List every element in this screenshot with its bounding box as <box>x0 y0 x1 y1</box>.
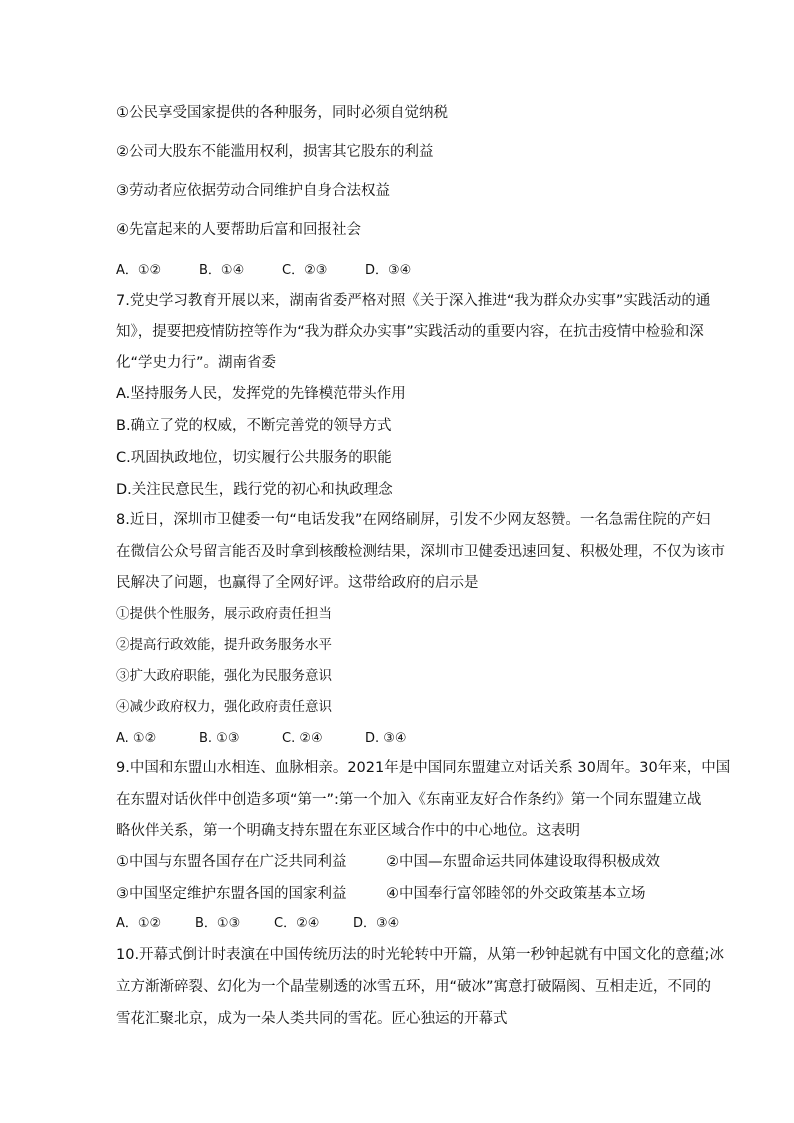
q10-stem-2: 立方渐渐碎裂、幻化为一个晶莹剔透的冰雪五环，用“破冰”寓意打破隔阂、互相走近，不同的 <box>116 979 712 995</box>
q9-stem-2: 在东盟对话伙伴中创造多项“第一”:第一个加入《东南亚友好合作条约》第一个同东盟建立战 <box>116 792 702 808</box>
q8-stem-3: 民解决了问题，也赢得了全网好评。这带给政府的启示是 <box>116 575 479 591</box>
q7-choice-d: D.关注民意民生，践行党的初心和执政理念 <box>116 482 393 498</box>
q9-item-2: ②中国—东盟命运共同体建设取得积极成效 <box>386 854 660 870</box>
q7-choice-b: B.确立了党的权威，不断完善党的领导方式 <box>116 418 392 434</box>
q8-item-4: ④减少政府权力，强化政府责任意识 <box>116 699 332 715</box>
q9-option-d: D．③④ <box>353 916 400 931</box>
q10-stem-3: 雪花汇聚北京，成为一朵人类共同的雪花。匠心独运的开幕式 <box>116 1011 508 1027</box>
q9-option-c: C．②④ <box>274 916 320 931</box>
q6-item-3: ③劳动者应依据劳动合同维护自身合法权益 <box>116 183 390 199</box>
q6-option-a: A．①② <box>116 263 162 278</box>
q7-stem-1: 7.党史学习教育开展以来，湖南省委严格对照《关于深入推进“我为群众办实事”实践活动的通 <box>116 293 711 309</box>
q9-stem-1: 9.中国和东盟山水相连、血脉相亲。2021年是中国同东盟建立对话关系 30周年。30年来，中国 <box>116 760 731 776</box>
q8-option-b: B. ①③ <box>199 731 240 746</box>
q8-option-d: D. ③④ <box>365 731 407 746</box>
q9-item-3: ③中国坚定维护东盟各国的国家利益 <box>116 886 347 902</box>
q7-choice-c: C.巩固执政地位，切实履行公共服务的职能 <box>116 450 392 466</box>
q6-option-d: D．③④ <box>365 263 412 278</box>
q9-item-4: ④中国奉行富邻睦邻的外交政策基本立场 <box>386 886 646 902</box>
q9-option-b: B．①③ <box>195 916 241 931</box>
q8-option-c: C. ②④ <box>282 731 323 746</box>
q6-option-b: B．①④ <box>199 263 245 278</box>
q8-stem-2: 在微信公众号留言能否及时拿到核酸检测结果，深圳市卫健委迅速回复、积极处理，不仅为该市 <box>116 544 725 560</box>
q8-options <box>116 730 407 748</box>
q6-options <box>116 262 411 280</box>
q10-stem-1: 10.开幕式倒计时表演在中国传统历法的时光轮转中开篇，从第一秒钟起就有中国文化的意蕴;冰 <box>116 947 724 963</box>
q8-item-2: ②提高行政效能，提升政务服务水平 <box>116 637 332 653</box>
q6-item-1: ①公民享受国家提供的各种服务，同时必须自觉纳税 <box>116 105 448 121</box>
q8-stem-1: 8.近日，深圳市卫健委一句“电话发我”在网络刷屏，引发不少网友怒赞。一名急需住院的产妇 <box>116 512 711 528</box>
q9-option-a: A．①② <box>116 916 162 931</box>
q7-stem-3: 化“学史力行”。湖南省委 <box>116 355 277 371</box>
q9-options <box>116 915 399 933</box>
q6-item-2: ②公司大股东不能滥用权利，损害其它股东的利益 <box>116 144 434 160</box>
q7-choice-a: A.坚持服务人民，发挥党的先锋模范带头作用 <box>116 386 406 402</box>
q6-item-4: ④先富起来的人要帮助后富和回报社会 <box>116 222 361 238</box>
q8-item-3: ③扩大政府职能，强化为民服务意识 <box>116 668 332 684</box>
q8-item-1: ①提供个性服务，展示政府责任担当 <box>116 606 332 622</box>
q9-item-1: ①中国与东盟各国存在广泛共同利益 <box>116 854 347 870</box>
q6-option-c: C．②③ <box>282 263 328 278</box>
q9-stem-3: 略伙伴关系，第一个明确支持东盟在东亚区域合作中的中心地位。这表明 <box>116 823 580 839</box>
q7-stem-2: 知》，提要把疫情防控等作为“我为群众办实事”实践活动的重要内容，在抗击疫情中检验和深 <box>116 324 704 340</box>
q8-option-a: A. ①② <box>116 731 157 746</box>
